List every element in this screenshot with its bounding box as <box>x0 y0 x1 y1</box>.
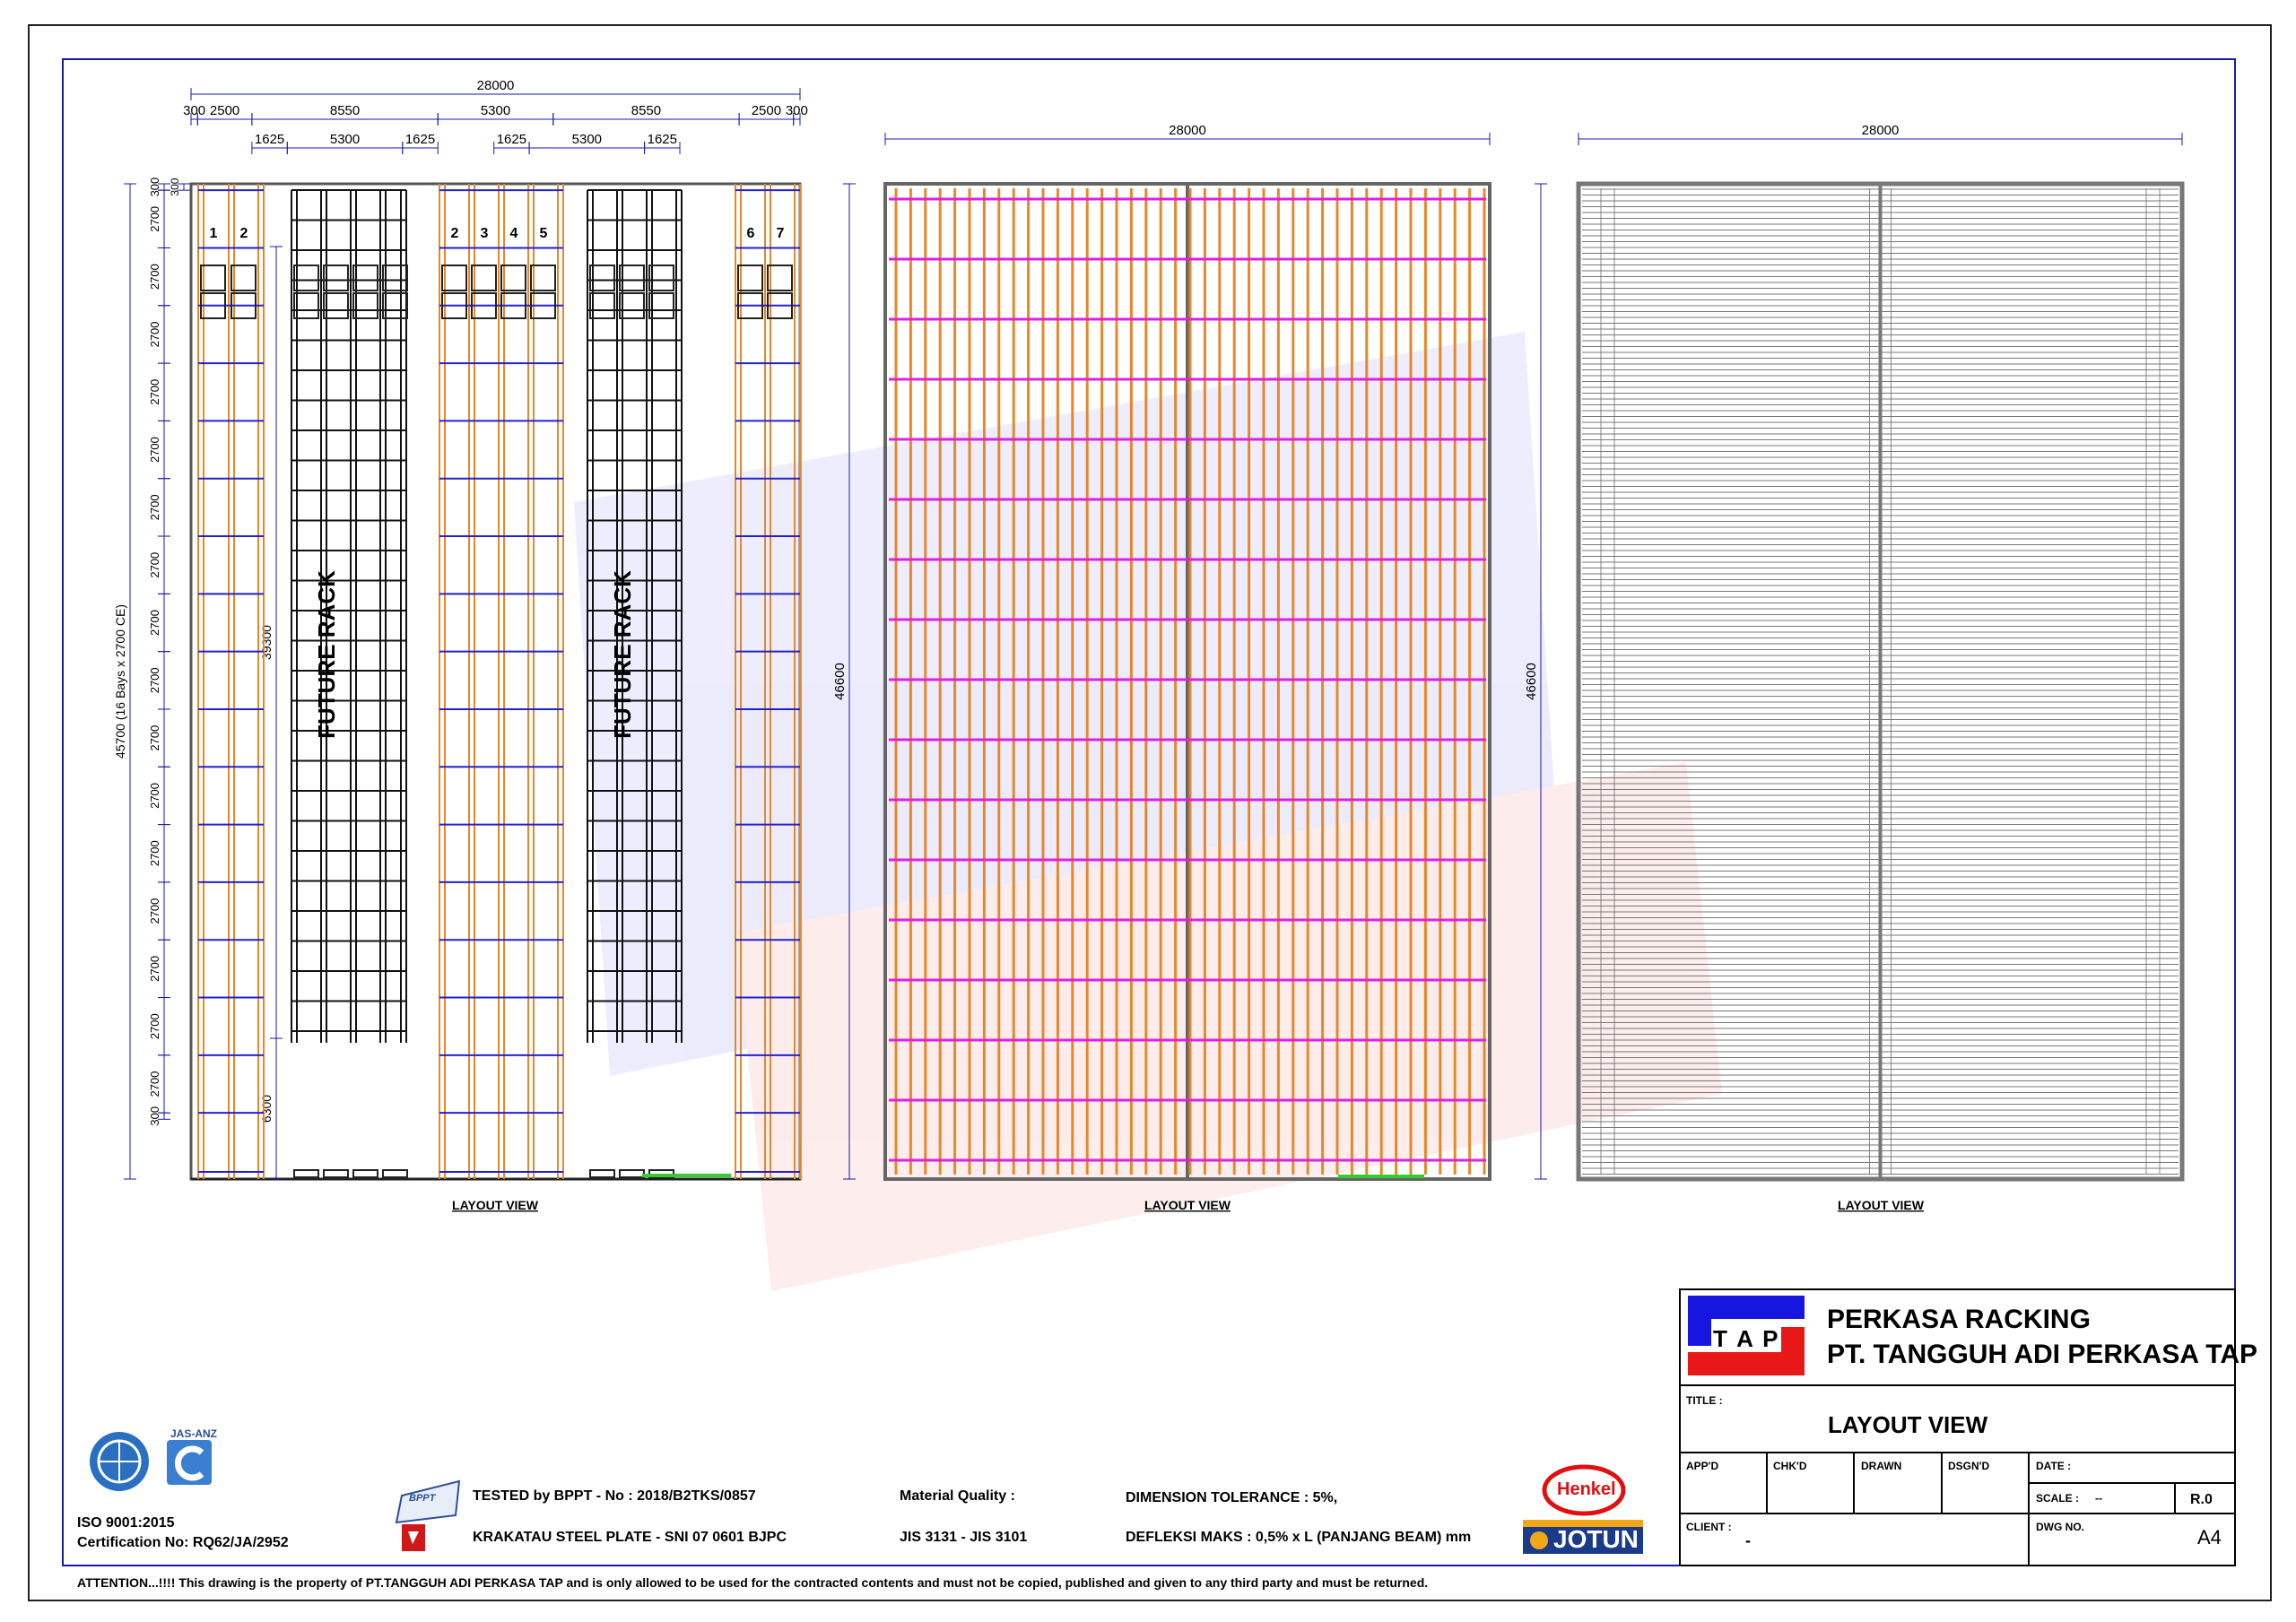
bay-dimension: 2700 <box>148 437 161 464</box>
top-offset-dimension: 300 <box>169 178 181 196</box>
bay-dimension: 300 <box>148 1106 161 1126</box>
pallet-icon <box>738 265 762 291</box>
client-label: CLIENT : <box>1686 1521 1732 1533</box>
rack-number: 4 <box>509 226 518 241</box>
pallet-icon <box>294 1170 318 1177</box>
material-quality-label: Material Quality : <box>900 1488 1015 1504</box>
pallet-icon <box>649 265 674 291</box>
pallet-icon <box>620 265 644 291</box>
jas-anz-label: JAS-ANZ <box>170 1427 218 1440</box>
bay-dimension: 2700 <box>148 840 161 867</box>
bay-dimension: 2700 <box>148 1013 161 1040</box>
pallet-icon <box>590 265 614 291</box>
pallet-icon <box>294 265 318 291</box>
bay-dimension: 2700 <box>148 264 161 291</box>
rack-number: 2 <box>450 226 459 241</box>
pallet-icon <box>620 1170 644 1177</box>
bay-dimension: 2700 <box>148 955 161 982</box>
watermark <box>574 332 1722 1291</box>
pallet-icon <box>231 265 256 291</box>
bay-dimension: 2700 <box>148 378 161 405</box>
deflection-note: DEFLEKSI MAKS : 0,5% x L (PANJANG BEAM) mm <box>1126 1530 1472 1545</box>
pallet-icon <box>383 265 407 291</box>
tap-logo-text: T A P <box>1713 1325 1780 1352</box>
pallet-icon <box>620 293 644 318</box>
bay-dimension: 2700 <box>148 205 161 232</box>
pallet-icon <box>383 1170 407 1177</box>
bay-dimension: 2700 <box>148 724 161 751</box>
future-rack-length-dimension: 39300 <box>259 625 274 660</box>
bay-dimension: 2700 <box>148 1071 161 1097</box>
jotun-label: JOTUN <box>1553 1525 1639 1553</box>
title-label: TITLE : <box>1686 1394 1723 1407</box>
pallet-icon <box>324 1170 348 1177</box>
pallet-icon <box>501 265 526 291</box>
row2-dimension: 5300 <box>329 132 361 147</box>
scale-label: SCALE : <box>2036 1492 2079 1505</box>
aisle-end-dimension: 6300 <box>259 1094 274 1123</box>
pallet-icon <box>590 1170 614 1177</box>
layout-caption: LAYOUT VIEW <box>1144 1198 1231 1212</box>
jas-anz-badge-icon <box>167 1440 212 1485</box>
overall-depth-dimension: 45700 (16 Bays x 2700 CE) <box>113 604 127 759</box>
certification-number: Certification No: RQ62/JA/2952 <box>77 1535 289 1550</box>
revision-value: R.0 <box>2190 1492 2213 1507</box>
row2-dimension: 1625 <box>647 132 678 147</box>
row1-dimension: 300 <box>183 103 206 118</box>
layout-caption: LAYOUT VIEW <box>452 1198 538 1212</box>
row1-dimension: 5300 <box>480 103 511 118</box>
scale-value: -- <box>2095 1492 2102 1505</box>
rack-number: 3 <box>480 226 489 241</box>
approved-label: APP'D <box>1686 1460 1719 1472</box>
bppt-logo-text: BPPT <box>409 1493 436 1504</box>
future-rack-label: FUTURE RACK <box>609 570 636 739</box>
overall-width-dimension: 28000 <box>1861 123 1900 138</box>
bay-dimension: 2700 <box>148 898 161 924</box>
row1-dimension: 2500 <box>209 103 240 118</box>
designed-label: DSGN'D <box>1948 1460 1990 1472</box>
pallet-icon <box>531 265 555 291</box>
row2-dimension: 1625 <box>404 132 436 147</box>
pallet-icon <box>294 293 318 318</box>
layout-caption: LAYOUT VIEW <box>1838 1198 1924 1212</box>
iso-badge-icon <box>90 1432 149 1491</box>
pallet-icon <box>649 293 674 318</box>
row1-dimension: 300 <box>785 103 808 118</box>
row1-dimension: 8550 <box>631 103 662 118</box>
pallet-icon <box>324 265 348 291</box>
date-label: DATE : <box>2036 1460 2072 1472</box>
row2-dimension: 1625 <box>496 132 527 147</box>
bay-dimension: 300 <box>148 177 161 197</box>
krakatau-steel-icon <box>402 1524 425 1551</box>
pallet-icon <box>590 293 614 318</box>
bay-dimension: 2700 <box>148 782 161 809</box>
drawing-number-value: A4 <box>2197 1526 2222 1548</box>
krakatau-note: KRAKATAU STEEL PLATE - SNI 07 0601 BJPC <box>473 1530 787 1545</box>
bay-dimension: 2700 <box>148 667 161 694</box>
company-name-line2: PT. TANGGUH ADI PERKASA TAP <box>1827 1340 2258 1369</box>
row1-dimension: 8550 <box>329 103 361 118</box>
row2-dimension: 5300 <box>571 132 603 147</box>
overall-width-dimension: 28000 <box>476 78 515 93</box>
bay-dimension: 2700 <box>148 321 161 348</box>
henkel-label: Henkel <box>1557 1479 1616 1499</box>
rack-number: 6 <box>746 226 755 241</box>
pallet-icon <box>353 293 378 318</box>
dimension-tolerance: DIMENSION TOLERANCE : 5%, <box>1126 1490 1338 1505</box>
title-value: LAYOUT VIEW <box>1828 1411 1988 1438</box>
tested-note: TESTED by BPPT - No : 2018/B2TKS/0857 <box>473 1488 756 1504</box>
rack-number: 5 <box>539 226 548 241</box>
bay-dimension: 2700 <box>148 494 161 521</box>
pallet-icon <box>768 265 792 291</box>
overall-width-dimension: 28000 <box>1169 123 1206 138</box>
checked-label: CHK'D <box>1773 1460 1807 1472</box>
future-rack-label: FUTURE RACK <box>313 570 340 739</box>
bay-dimension: 2700 <box>148 551 161 578</box>
company-name-line1: PERKASA RACKING <box>1827 1305 2091 1334</box>
rack-number: 2 <box>239 226 248 241</box>
pallet-icon <box>353 1170 378 1177</box>
drawn-label: DRAWN <box>1861 1460 1902 1472</box>
pallet-icon <box>383 293 407 318</box>
overall-depth-dimension: 46600 <box>832 663 848 700</box>
bay-dimension: 2700 <box>148 610 161 636</box>
drawing-number-label: DWG NO. <box>2036 1521 2084 1533</box>
rack-number: 7 <box>776 226 785 241</box>
iso-label: ISO 9001:2015 <box>77 1515 175 1531</box>
rack-number: 1 <box>209 226 218 241</box>
client-value: - <box>1745 1531 1751 1549</box>
attention-note: ATTENTION...!!!! This drawing is the property of PT.TANGGUH ADI PERKASA TAP and is only allowed to be used for the contracted contents and must not be copied, published and given to any third party and must be returned. <box>77 1575 1429 1590</box>
row1-dimension: 2500 <box>751 103 782 118</box>
overall-depth-dimension: 46600 <box>1524 663 1539 700</box>
row2-dimension: 1625 <box>254 132 285 147</box>
pallet-icon <box>472 265 496 291</box>
pallet-icon <box>353 265 378 291</box>
pallet-icon <box>201 265 225 291</box>
jis-standard: JIS 3131 - JIS 3101 <box>900 1530 1028 1545</box>
pallet-icon <box>442 265 466 291</box>
pallet-icon <box>324 293 348 318</box>
